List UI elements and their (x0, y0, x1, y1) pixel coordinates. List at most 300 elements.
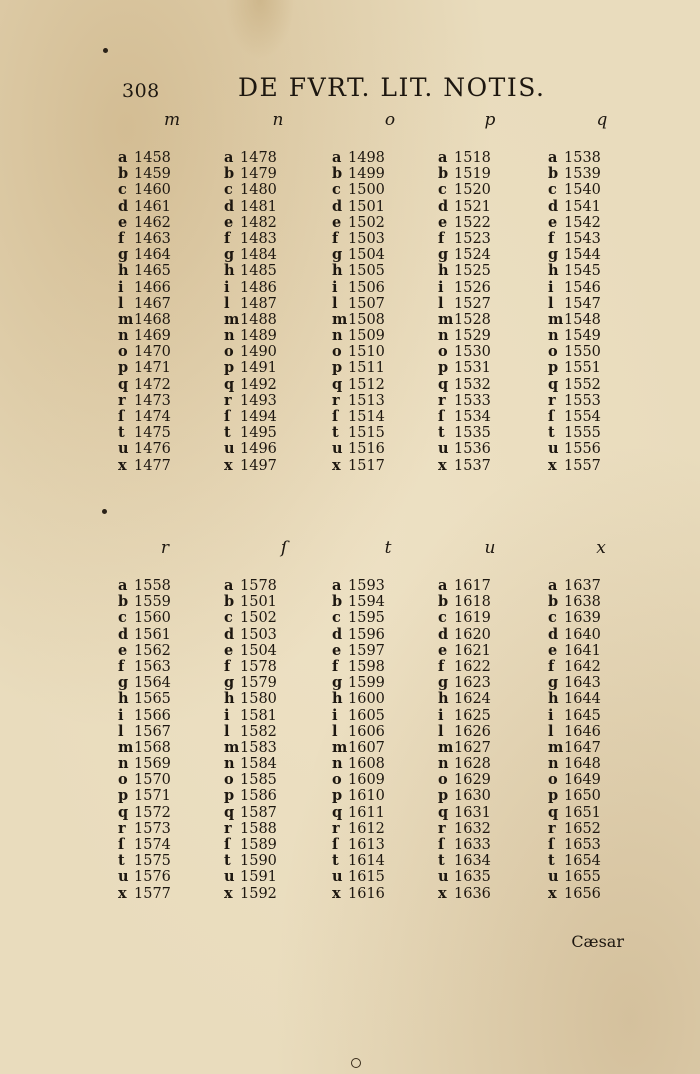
row-number: 1615 (348, 869, 385, 886)
table-row (438, 263, 491, 279)
table-row (118, 675, 171, 691)
table-row (548, 166, 601, 182)
row-letter: c (332, 181, 341, 199)
row-number: 1476 (134, 441, 171, 458)
table-row (548, 805, 601, 821)
row-number: 1629 (454, 772, 491, 789)
table-row (118, 837, 171, 853)
table-row (438, 441, 491, 457)
row-number: 1559 (134, 594, 171, 611)
row-number: 1634 (454, 853, 491, 870)
table-row (438, 393, 491, 409)
row-letter: n (548, 755, 559, 773)
row-number: 1585 (240, 772, 277, 789)
row-letter: r (118, 391, 126, 409)
table-row (438, 772, 491, 788)
row-number: 1624 (454, 691, 491, 708)
table-row (224, 821, 277, 837)
row-letter: r (118, 819, 126, 837)
table-row (118, 805, 171, 821)
table-row (548, 691, 601, 707)
row-number: 1595 (348, 610, 385, 627)
row-number: 1591 (240, 869, 277, 886)
row-number: 1525 (454, 263, 491, 280)
row-number: 1651 (564, 804, 601, 821)
table-row (438, 377, 491, 393)
row-letter: g (438, 246, 449, 264)
row-number: 1547 (564, 295, 601, 312)
row-letter: n (224, 327, 235, 345)
row-letter: l (548, 294, 554, 312)
row-letter: p (332, 787, 343, 805)
row-letter: h (224, 262, 235, 280)
table-row (118, 788, 171, 804)
row-letter: e (224, 641, 234, 659)
row-letter: t (548, 424, 555, 442)
row-number: 1548 (564, 311, 601, 328)
row-number: 1565 (134, 691, 171, 708)
row-number: 1583 (240, 739, 277, 756)
table-row (548, 788, 601, 804)
table-row (332, 296, 385, 312)
table-row (332, 659, 385, 675)
row-letter: n (118, 327, 129, 345)
table-row (332, 280, 385, 296)
row-number: 1493 (240, 392, 277, 409)
row-letter: c (224, 609, 233, 627)
table-row (118, 458, 171, 474)
row-letter: l (224, 722, 230, 740)
table-row (118, 643, 171, 659)
row-letter: r (438, 391, 446, 409)
row-number: 1471 (134, 360, 171, 377)
row-number: 1655 (564, 869, 601, 886)
row-letter: t (438, 852, 445, 870)
row-number: 1635 (454, 869, 491, 886)
table-row (332, 643, 385, 659)
table-row (224, 594, 277, 610)
row-number: 1544 (564, 247, 601, 264)
row-number: 1558 (134, 578, 171, 594)
row-number: 1505 (348, 263, 385, 280)
table-top (0, 110, 700, 474)
row-number: 1511 (348, 360, 385, 377)
table-row (118, 756, 171, 772)
row-letter: e (332, 213, 342, 231)
table-row (118, 821, 171, 837)
table-row (332, 441, 385, 457)
table-row (548, 328, 601, 344)
row-number: 1460 (134, 182, 171, 199)
row-letter: i (438, 706, 444, 724)
row-number: 1501 (348, 198, 385, 215)
row-letter: ſ (118, 836, 125, 853)
row-letter: p (118, 787, 129, 805)
row-letter: t (224, 424, 231, 442)
row-letter: a (438, 149, 448, 166)
row-number: 1555 (564, 425, 601, 442)
row-number: 1496 (240, 441, 277, 458)
table-row (224, 199, 277, 215)
row-letter: l (332, 722, 338, 740)
row-number: 1569 (134, 756, 171, 773)
row-letter: o (224, 343, 234, 361)
row-letter: i (438, 278, 444, 296)
table-row (438, 610, 491, 626)
row-number: 1632 (454, 820, 491, 837)
row-number: 1483 (240, 230, 277, 247)
table-row (332, 805, 385, 821)
row-number: 1563 (134, 658, 171, 675)
row-number: 1506 (348, 279, 385, 296)
ink-speck (102, 509, 107, 514)
row-letter: b (438, 165, 449, 183)
row-number: 1489 (240, 328, 277, 345)
row-number: 1458 (134, 150, 171, 166)
row-number: 1623 (454, 675, 491, 692)
table-row (548, 772, 601, 788)
table-row (118, 869, 171, 885)
row-letter: d (332, 625, 343, 643)
row-letter: ſ (438, 408, 445, 425)
row-letter: a (438, 577, 448, 594)
row-letter: m (438, 738, 454, 756)
row-letter: b (332, 165, 343, 183)
table-row (438, 578, 491, 594)
table-row (548, 312, 601, 328)
row-number: 1633 (454, 837, 491, 853)
table-row (548, 150, 601, 166)
row-letter: h (118, 262, 129, 280)
row-letter: c (118, 609, 127, 627)
table-row (548, 610, 601, 626)
row-number: 1494 (240, 409, 277, 425)
table-column (438, 150, 491, 474)
table-row (438, 659, 491, 675)
row-number: 1519 (454, 166, 491, 183)
row-number: 1470 (134, 344, 171, 361)
table-row (548, 344, 601, 360)
row-letter: q (118, 375, 129, 393)
row-letter: g (332, 246, 343, 264)
row-letter: x (118, 456, 127, 474)
row-letter: t (438, 424, 445, 442)
row-letter: m (548, 310, 564, 328)
row-letter: ſ (332, 408, 339, 425)
row-letter: t (548, 852, 555, 870)
row-number: 1510 (348, 344, 385, 361)
row-number: 1528 (454, 311, 491, 328)
row-number: 1520 (454, 182, 491, 199)
table-row (548, 627, 601, 643)
table-row (118, 393, 171, 409)
table-row (224, 788, 277, 804)
table-row (438, 627, 491, 643)
row-letter: a (332, 149, 342, 166)
row-letter: f (438, 229, 445, 247)
table-row (118, 312, 171, 328)
row-letter: q (548, 803, 559, 821)
row-number: 1499 (348, 166, 385, 183)
row-letter: t (332, 852, 339, 870)
table-row (438, 296, 491, 312)
row-number: 1630 (454, 788, 491, 805)
row-letter: o (438, 343, 448, 361)
table-row (438, 425, 491, 441)
row-letter: b (224, 165, 235, 183)
row-letter: o (548, 343, 558, 361)
row-letter: f (548, 657, 555, 675)
row-number: 1593 (348, 578, 385, 594)
row-number: 1551 (564, 360, 601, 377)
row-number: 1462 (134, 214, 171, 231)
table-row (548, 821, 601, 837)
row-letter: l (438, 722, 444, 740)
row-number: 1523 (454, 230, 491, 247)
row-number: 1586 (240, 788, 277, 805)
row-number: 1619 (454, 610, 491, 627)
table-row (438, 231, 491, 247)
row-letter: t (224, 852, 231, 870)
page-tear-stain (225, 0, 295, 60)
row-number: 1459 (134, 166, 171, 183)
table-row (548, 409, 601, 425)
row-number: 1596 (348, 626, 385, 643)
row-letter: f (332, 229, 339, 247)
row-letter: f (332, 657, 339, 675)
row-number: 1536 (454, 441, 491, 458)
row-letter: n (118, 755, 129, 773)
row-number: 1502 (240, 610, 277, 627)
row-number: 1614 (348, 853, 385, 870)
row-number: 1606 (348, 723, 385, 740)
table-row (548, 263, 601, 279)
row-letter: p (438, 359, 449, 377)
row-number: 1535 (454, 425, 491, 442)
table-row (332, 869, 385, 885)
table-row (332, 740, 385, 756)
row-number: 1578 (240, 658, 277, 675)
row-number: 1608 (348, 756, 385, 773)
row-number: 1546 (564, 279, 601, 296)
row-number: 1540 (564, 182, 601, 199)
row-letter: b (438, 593, 449, 611)
table-row (438, 805, 491, 821)
table-row (548, 280, 601, 296)
row-number: 1474 (134, 409, 171, 425)
row-letter: h (548, 262, 559, 280)
table-row (224, 691, 277, 707)
row-letter: x (548, 884, 557, 902)
row-number: 1488 (240, 311, 277, 328)
row-letter: g (548, 674, 559, 692)
table-row (224, 166, 277, 182)
table-row (224, 231, 277, 247)
row-number: 1561 (134, 626, 171, 643)
table-row (332, 821, 385, 837)
row-number: 1504 (240, 642, 277, 659)
row-number: 1538 (564, 150, 601, 166)
table-row (438, 708, 491, 724)
row-number: 1473 (134, 392, 171, 409)
row-number: 1467 (134, 295, 171, 312)
table-row (332, 788, 385, 804)
row-number: 1487 (240, 295, 277, 312)
row-number: 1480 (240, 182, 277, 199)
row-letter: x (118, 884, 127, 902)
table-column (224, 578, 277, 902)
row-number: 1530 (454, 344, 491, 361)
table-row (548, 215, 601, 231)
row-letter: o (332, 343, 342, 361)
row-number: 1497 (240, 457, 277, 474)
row-letter: e (118, 641, 128, 659)
table-row (438, 869, 491, 885)
row-letter: r (224, 819, 232, 837)
row-number: 1643 (564, 675, 601, 692)
row-letter: d (548, 197, 559, 215)
table-column (548, 578, 601, 902)
table-row (332, 578, 385, 594)
column-header: t (384, 538, 392, 558)
table-row (548, 724, 601, 740)
table-row (224, 215, 277, 231)
table-row (118, 296, 171, 312)
table-row (118, 263, 171, 279)
row-number: 1484 (240, 247, 277, 264)
row-letter: i (332, 278, 338, 296)
table-row (224, 837, 277, 853)
table-row (332, 425, 385, 441)
table-row (118, 853, 171, 869)
table-row (224, 643, 277, 659)
row-number: 1557 (564, 457, 601, 474)
row-number: 1508 (348, 311, 385, 328)
row-letter: n (332, 755, 343, 773)
table-row (332, 627, 385, 643)
table-column (332, 578, 385, 902)
table-row (118, 740, 171, 756)
table-column (118, 578, 171, 902)
row-letter: p (332, 359, 343, 377)
row-letter: e (224, 213, 234, 231)
table-row (118, 441, 171, 457)
ink-speck (103, 48, 108, 53)
row-number: 1526 (454, 279, 491, 296)
table-row (118, 578, 171, 594)
table-row (332, 360, 385, 376)
row-number: 1622 (454, 658, 491, 675)
row-letter: d (438, 625, 449, 643)
table-column (118, 150, 171, 474)
row-letter: m (118, 738, 134, 756)
row-letter: ſ (224, 408, 231, 425)
table-row (118, 231, 171, 247)
row-letter: ſ (548, 836, 555, 853)
row-letter: n (438, 755, 449, 773)
row-number: 1626 (454, 723, 491, 740)
row-number: 1580 (240, 691, 277, 708)
row-number: 1600 (348, 691, 385, 708)
table-row (438, 280, 491, 296)
row-number: 1475 (134, 425, 171, 442)
row-letter: d (438, 197, 449, 215)
row-number: 1597 (348, 642, 385, 659)
row-number: 1509 (348, 328, 385, 345)
row-number: 1468 (134, 311, 171, 328)
column-header: o (384, 110, 396, 130)
row-number: 1465 (134, 263, 171, 280)
row-number: 1639 (564, 610, 601, 627)
row-letter: a (548, 149, 558, 166)
table-row (118, 425, 171, 441)
table-row (438, 166, 491, 182)
row-number: 1543 (564, 230, 601, 247)
table-row (438, 328, 491, 344)
row-letter: i (548, 706, 554, 724)
row-number: 1640 (564, 626, 601, 643)
row-number: 1513 (348, 392, 385, 409)
table-row (438, 691, 491, 707)
table-row (118, 627, 171, 643)
row-letter: ſ (118, 408, 125, 425)
table-row (224, 772, 277, 788)
table-row (332, 199, 385, 215)
row-letter: q (118, 803, 129, 821)
table-row (548, 377, 601, 393)
row-letter: x (332, 884, 341, 902)
row-number: 1515 (348, 425, 385, 442)
row-number: 1501 (240, 594, 277, 611)
table-row (548, 458, 601, 474)
table-row (548, 182, 601, 198)
row-number: 1518 (454, 150, 491, 166)
row-number: 1641 (564, 642, 601, 659)
row-number: 1587 (240, 804, 277, 821)
table-row (224, 263, 277, 279)
row-letter: h (332, 690, 343, 708)
table-row (332, 691, 385, 707)
table-row (224, 328, 277, 344)
table-row (224, 312, 277, 328)
row-number: 1534 (454, 409, 491, 425)
column-header: p (484, 110, 496, 130)
table-row (224, 805, 277, 821)
table-row (332, 328, 385, 344)
row-letter: q (548, 375, 559, 393)
row-letter: n (332, 327, 343, 345)
table-row (118, 328, 171, 344)
table-row (118, 772, 171, 788)
row-letter: n (548, 327, 559, 345)
row-number: 1628 (454, 756, 491, 773)
table-column (548, 150, 601, 474)
row-number: 1466 (134, 279, 171, 296)
column-header: q (596, 110, 608, 130)
row-letter: c (438, 609, 447, 627)
row-number: 1498 (348, 150, 385, 166)
row-number: 1477 (134, 457, 171, 474)
row-number: 1578 (240, 578, 277, 594)
table-row (332, 263, 385, 279)
row-number: 1607 (348, 739, 385, 756)
row-number: 1549 (564, 328, 601, 345)
row-number: 1650 (564, 788, 601, 805)
row-number: 1581 (240, 707, 277, 724)
row-letter: m (224, 738, 240, 756)
row-number: 1642 (564, 658, 601, 675)
row-number: 1514 (348, 409, 385, 425)
